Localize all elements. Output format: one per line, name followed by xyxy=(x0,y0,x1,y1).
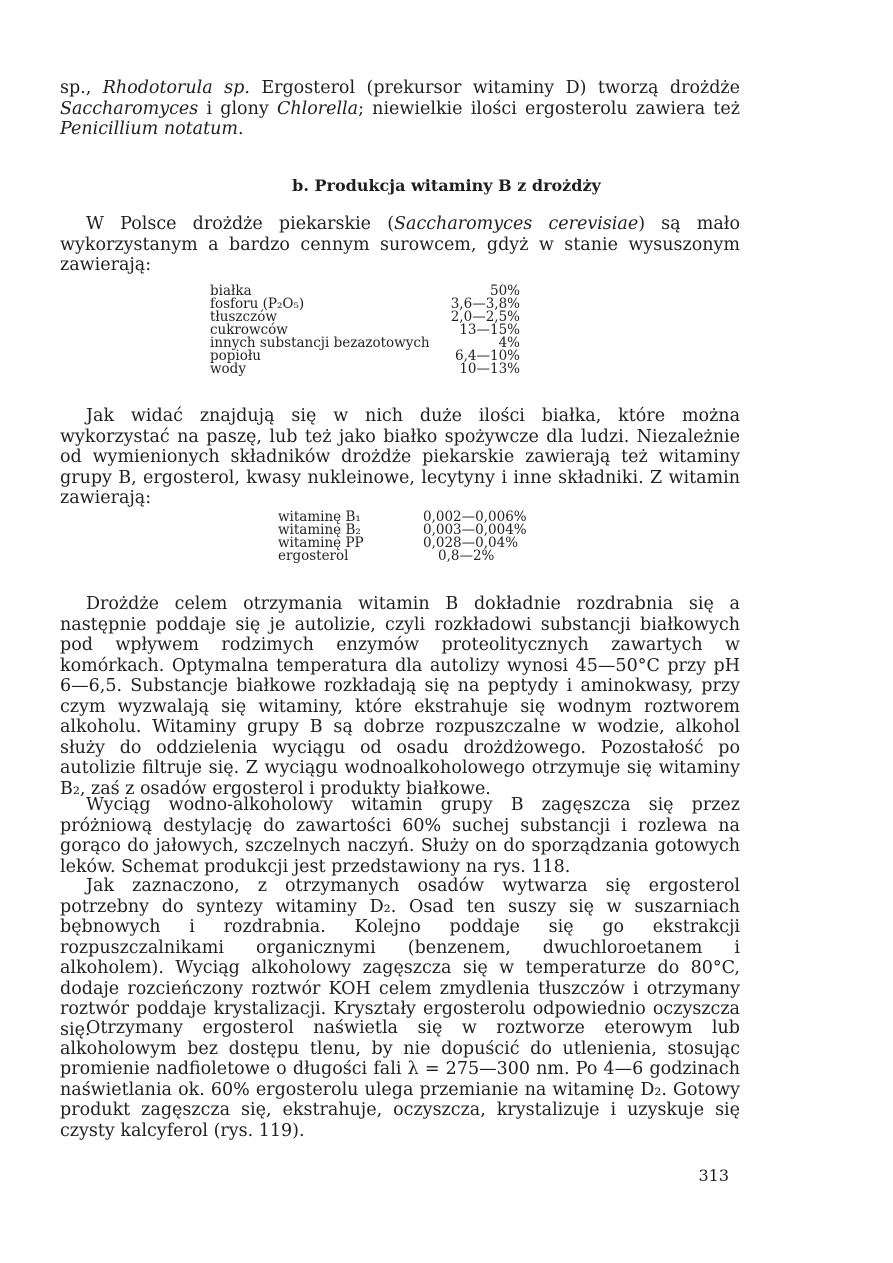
vitamin-table xyxy=(278,511,528,563)
vitamin-value: 0,8—2% xyxy=(438,548,495,564)
vitamin-value: 0,003—0,004% xyxy=(423,522,527,538)
paragraph-composition-remarks: Jak widać znajdują się w nich duże ilości białka, które można wykorzystać na paszę, lub też jako białko spożywcze dla ludzi. Niezależnie od wymienionych składników drożdże piekarskie zawierają też witaminy grupy B, ergosterol, kwasy nukleinowe, lecytyny i inne składniki. Z witamin zawierają: xyxy=(60,406,740,508)
component-name: popiołu xyxy=(210,348,261,364)
vitamin-name: witaminę B₁ xyxy=(278,509,361,525)
composition-row xyxy=(210,363,530,376)
component-value: 4% xyxy=(498,335,520,351)
paragraph-text: ) są mało wykorzystanym a bardzo cennym surowcem, gdyż w stanie wysuszonym zawierają: xyxy=(60,214,741,275)
intro-paragraph xyxy=(60,78,740,140)
paragraph-autolysis: Drożdże celem otrzymania witamin B dokładnie rozdrabnia się a następnie poddaje się je autolizie, czyli rozkładowi substancji białkowych pod wpływem rodzimych enzymów proteolitycznych zawartych w komórkach. Optymalna temperatura dla autolizy wynosi 45—50°C przy pH 6—6,5. Substancje białkowe rozkładają się na peptydy i aminokwasy, przy czym wyzwalają się witaminy, które ekstrahuje się wodnym roztworem alkoholu. Witaminy grupy B są dobrze rozpuszczalne w wodzie, alkohol służy do oddzielenia wyciągu od osadu drożdżowego. Pozostałość po autolizie filtruje się. Z wyciągu wodnoalkoholowego otrzymuje się witaminy B₂, zaś z osadów ergosterol i produkty białkowe. xyxy=(60,594,740,799)
intro-text: sp., xyxy=(60,78,103,98)
component-name: cukrowców xyxy=(210,322,288,338)
component-name: fosforu (P₂O₅) xyxy=(210,296,305,312)
species-name: Saccharomyces cerevisiae xyxy=(394,214,639,234)
section-heading: b. Produkcja witaminy B z drożdży xyxy=(292,176,601,195)
paragraph-yeast-intro xyxy=(60,214,740,276)
intro-italic-genus: Saccharomyces xyxy=(60,98,199,119)
component-name: białka xyxy=(210,283,252,299)
intro-italic-species: Penicillium notatum xyxy=(60,119,238,139)
vitamin-name: witaminę PP xyxy=(278,535,364,551)
component-value: 3,6—3,8% xyxy=(450,296,520,312)
component-value: 50% xyxy=(489,283,520,299)
paragraph-concentration: Wyciąg wodno-alkoholowy witamin grupy B zagęszcza się przez próżniową destylację do zawartości 60% suchej substancji i rozlewa na gorąco do jałowych, szczelnych naczyń. Służy on do sporządzania gotowych leków. Schemat produkcji jest przedstawiony na rys. 118. xyxy=(60,795,740,877)
intro-text: i glony xyxy=(198,98,277,119)
vitamin-row xyxy=(278,550,528,563)
component-name: tłuszczów xyxy=(210,309,277,325)
vitamin-name: ergosterol xyxy=(278,548,349,564)
component-name: wody xyxy=(210,361,246,377)
composition-table xyxy=(210,285,530,376)
paragraph-ergosterol: Jak zaznaczono, z otrzymanych osadów wytwarza się ergosterol potrzebny do syntezy witaminy D₂. Osad ten suszy się w suszarniach bębnowych i rozdrabnia. Kolejno poddaje się go ekstrakcji rozpuszczalnikami organicznymi (benzenem, dwuchloroetanem i alkoholem). Wyciąg alkoholowy zagęszcza się w temperaturze do 80°C, dodaje rozcieńczony roztwór KOH celem zmydlenia tłuszczów i otrzymany roztwór poddaje krystalizacji. Kryształy ergosterolu odpowiednio oczyszcza się. xyxy=(60,876,740,1040)
intro-text: ; niewielkie ilości ergosterolu zawiera też xyxy=(358,98,740,119)
intro-italic-genus: Chlorella xyxy=(276,98,359,119)
paragraph-text: W Polsce drożdże piekarskie ( xyxy=(86,214,395,234)
vitamin-value: 0,002—0,006% xyxy=(423,509,527,525)
component-name: innych substancji bezazotowych xyxy=(210,335,430,351)
vitamin-name: witaminę B₂ xyxy=(278,522,361,538)
component-value: 6,4—10% xyxy=(455,348,520,364)
component-value: 2,0—2,5% xyxy=(450,309,520,325)
paragraph-irradiation: Otrzymany ergosterol naświetla się w roztworze eterowym lub alkoholowym bez dostępu tlenu, by nie dopuścić do utlenienia, stosując promienie nadfioletowe o długości fali λ = 275—300 nm. Po 4—6 godzinach naświetlania ok. 60% ergosterolu ulega przemianie na witaminę D₂. Gotowy produkt zagęszcza się, ekstrahuje, oczyszcza, krystalizuje i uzyskuje się czysty kalcyferol (rys. 119). xyxy=(60,1018,740,1141)
intro-text: . xyxy=(238,119,244,139)
vitamin-value: 0,028—0,04% xyxy=(423,535,519,551)
component-value: 13—15% xyxy=(459,322,520,338)
intro-text: Ergosterol (prekursor witaminy D) tworzą drożdże xyxy=(249,78,741,98)
page-number: 313 xyxy=(698,1166,729,1185)
intro-italic-genus: Rhodotorula sp. xyxy=(102,78,250,98)
component-value: 10—13% xyxy=(459,361,520,377)
